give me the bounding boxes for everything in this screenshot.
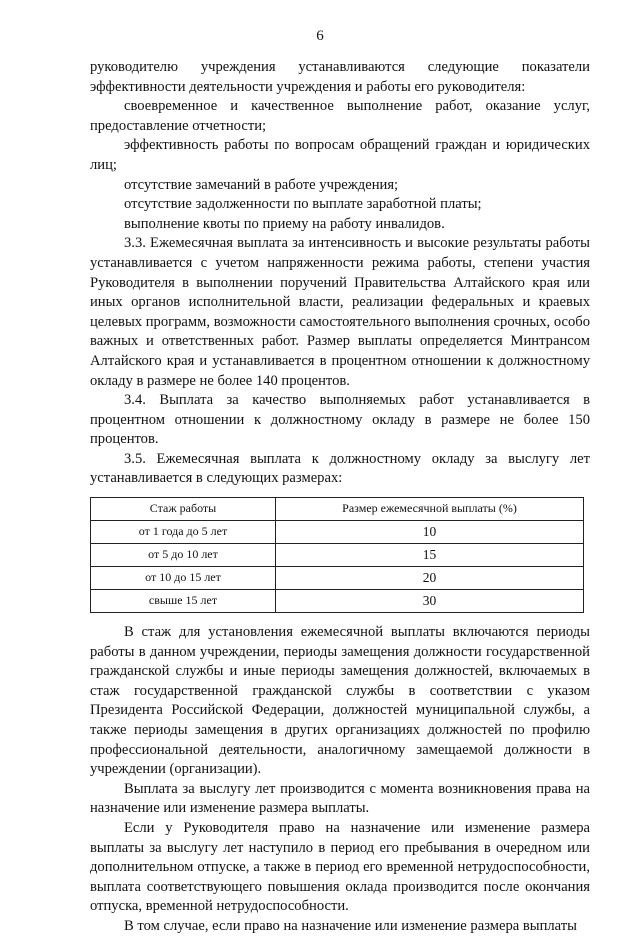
paragraph: руководителю учреждения устанавливаются следующие показатели эффективности деятельности учреждения и работы его руководителя: bbox=[90, 59, 590, 95]
cell-percent: 10 bbox=[276, 521, 584, 544]
paragraph: 3.5. Ежемесячная выплата к должностному окладу за выслугу лет устанавливается в следующих размерах: bbox=[90, 450, 590, 487]
table-header-row bbox=[91, 498, 584, 521]
page-number: 6 bbox=[316, 28, 324, 44]
cell-percent: 30 bbox=[276, 590, 584, 613]
paragraph: отсутствие замечаний в работе учреждения; bbox=[124, 176, 399, 193]
paragraphs-bottom bbox=[90, 623, 590, 937]
paragraph: 3.3. Ежемесячная выплата за интенсивность и высокие результаты работы устанавливается с учетом напряженности режима работы, степени участия Руководителя в выполнении поручений Правительства Алтайского края или иных органов исполнительной власти, реализации федеральных и краевых целевых программ, возможности самостоятельного выполнения срочных, особо важных и ответственных работ. Размер выплаты определяется Минтрансом Алтайского края и устанавливается в процентном отношении к должностному окладу в размере не более 140 процентов. bbox=[90, 235, 590, 389]
table-row bbox=[91, 544, 584, 567]
table-row bbox=[91, 567, 584, 590]
table-row bbox=[91, 590, 584, 613]
seniority-table bbox=[90, 497, 584, 613]
cell-experience: от 5 до 10 лет bbox=[91, 544, 276, 567]
paragraph: 3.4. Выплата за качество выполняемых работ устанавливается в процентном отношении к должностному окладу в размере не более 150 процентов. bbox=[90, 392, 590, 448]
cell-experience: от 10 до 15 лет bbox=[91, 567, 276, 590]
paragraph: своевременное и качественное выполнение работ, оказание услуг, предоставление отчетности; bbox=[90, 98, 590, 134]
table-row bbox=[91, 521, 584, 544]
paragraph: отсутствие задолженности по выплате заработной платы; bbox=[124, 196, 482, 213]
cell-percent: 20 bbox=[276, 567, 584, 590]
header-payment-size: Размер ежемесячной выплаты (%) bbox=[276, 498, 584, 521]
paragraph: Если у Руководителя право на назначение или изменение размера выплаты за выслугу лет наступило в период его пребывания в очередном или дополнительном отпуске, а также в период его временной нетрудоспособности, выплата соответствующего повышения оклада производится после окончания отпуска, временной нетрудоспособности. bbox=[90, 820, 590, 915]
paragraph: Выплата за выслугу лет производится с момента возникновения права на назначение или изменение размера выплаты. bbox=[90, 780, 590, 817]
paragraph: эффективность работы по вопросам обращений граждан и юридических лиц; bbox=[90, 137, 590, 173]
paragraphs-top bbox=[90, 58, 590, 489]
cell-experience: от 1 года до 5 лет bbox=[91, 521, 276, 544]
paragraph: В стаж для установления ежемесячной выплаты включаются периоды работы в данном учреждении, периоды замещения должности государственной гражданской службы и иные периоды замещения должностей, включаемых в стаж государственной гражданской службы в соответствии с указом Президента Российской Федерации, должностей муниципальной службы, а также периоды замещения в других организациях должностей по профилю профессиональной деятельности, аналогичному замещаемой должности в учреждении (организации). bbox=[90, 624, 590, 778]
header-experience: Стаж работы bbox=[91, 498, 276, 521]
cell-experience: свыше 15 лет bbox=[91, 590, 276, 613]
paragraph: выполнение квоты по приему на работу инвалидов. bbox=[124, 215, 445, 232]
cell-percent: 15 bbox=[276, 544, 584, 567]
document-body bbox=[90, 58, 590, 937]
paragraph: В том случае, если право на назначение или изменение размера выплаты bbox=[124, 917, 577, 934]
